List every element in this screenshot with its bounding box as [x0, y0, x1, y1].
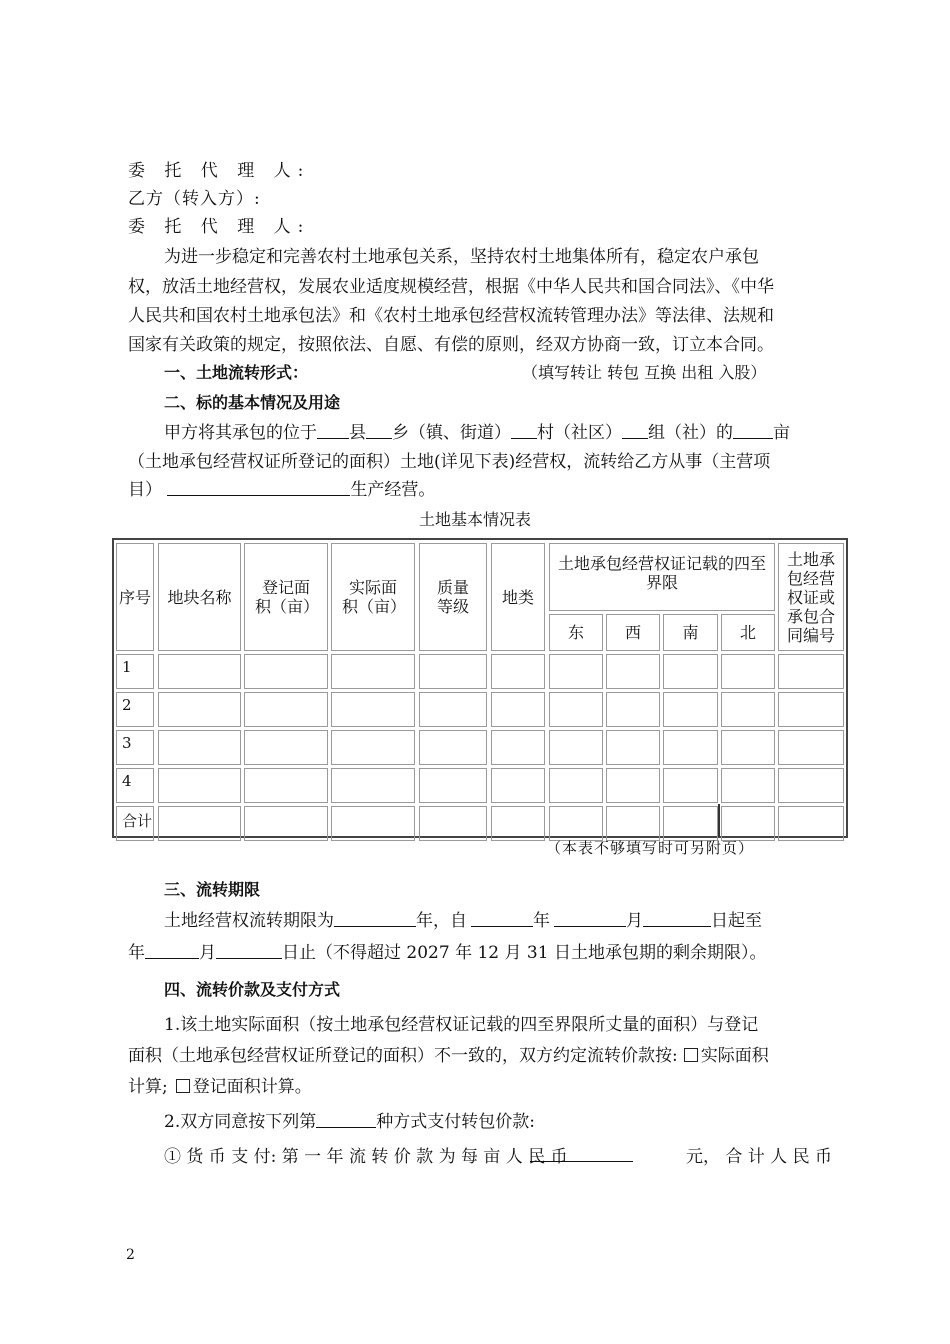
table-cell[interactable] [663, 768, 718, 803]
table-cell[interactable] [549, 654, 603, 689]
payment-method-blank[interactable] [316, 1111, 376, 1128]
table-cell[interactable] [721, 654, 775, 689]
th-seq: 序号 [116, 543, 154, 651]
end-year-blank[interactable] [145, 942, 199, 959]
text: 县 [349, 423, 366, 443]
start-month-blank[interactable] [554, 910, 626, 927]
th-north: 北 [721, 614, 775, 651]
table-cell[interactable] [419, 768, 487, 803]
price-per-mu-blank[interactable] [530, 1145, 633, 1162]
text: 乡（镇、街道） [392, 423, 511, 443]
table-cell[interactable] [606, 692, 660, 727]
th-east: 东 [549, 614, 603, 651]
party-b-label: 乙方（转入方）: [128, 189, 261, 209]
section4-item1-line-2 [128, 1044, 769, 1068]
th-name: 地块名称 [158, 543, 241, 651]
table-cell[interactable] [244, 654, 328, 689]
text: 亩 [773, 423, 790, 443]
table-cell[interactable] [158, 730, 241, 765]
th-boundary: 土地承包经营权证记载的四至界限 [549, 543, 775, 611]
agent-label-2: 委 托 代 理 人: [128, 217, 311, 237]
th-reg-area: 登记面积（亩） [244, 543, 328, 651]
th-quality: 质量等级 [419, 543, 487, 651]
area-blank[interactable] [733, 422, 773, 439]
village-blank[interactable] [511, 422, 537, 439]
actual-area-checkbox[interactable] [684, 1048, 698, 1062]
end-month-blank[interactable] [216, 942, 282, 959]
table-cell[interactable] [491, 654, 545, 689]
table-cell[interactable] [491, 730, 545, 765]
table-cell[interactable] [549, 768, 603, 803]
text: 组（社）的 [648, 423, 733, 443]
table-cell[interactable] [419, 806, 487, 841]
text: 登记面积计算。 [192, 1077, 312, 1097]
table-note: （本表不够填写时可另附页） [546, 839, 755, 857]
text: 目） [128, 480, 162, 500]
section1-title: 一、土地流转形式： [164, 363, 309, 382]
text: 年，自 [416, 911, 467, 931]
text: 生产经营。 [350, 480, 436, 500]
table-cell[interactable] [606, 654, 660, 689]
agent-label-1: 委 托 代 理 人: [128, 161, 311, 181]
row-label: 合计 [116, 806, 154, 841]
table-cell[interactable] [663, 692, 718, 727]
text: 2.双方同意按下列第 [164, 1112, 317, 1132]
table-cell[interactable] [721, 768, 775, 803]
table-cell[interactable] [549, 806, 603, 841]
row-label: 4 [116, 768, 154, 803]
table-cell[interactable] [331, 730, 415, 765]
table-cell[interactable] [419, 654, 487, 689]
land-info-table [112, 538, 848, 838]
text: 种方式支付转包价款: [376, 1112, 535, 1132]
table-cell[interactable] [606, 730, 660, 765]
table-cell[interactable] [331, 768, 415, 803]
table-cell[interactable] [721, 692, 775, 727]
section3-line-2 [128, 941, 766, 965]
table-cell[interactable] [158, 768, 241, 803]
text: 元， 合 计 人 民 币 [685, 1147, 832, 1167]
section2-title: 二、标的基本情况及用途 [164, 393, 341, 412]
text: 月 [626, 911, 643, 931]
table-cell[interactable] [491, 692, 545, 727]
th-land-type: 地类 [491, 543, 545, 651]
text: 面积（土地承包经营权证所登记的面积）不一致的，双方约定流转价款按: [128, 1046, 678, 1066]
row-label: 3 [116, 730, 154, 765]
intro-line-1: 为进一步稳定和完善农村土地承包关系，坚持农村土地集体所有，稳定农户承包 [164, 247, 759, 267]
text: 计算; [128, 1077, 168, 1097]
text: ① 货 币 支 付: 第 一 年 流 转 价 款 为 每 亩 人 民 币 [164, 1147, 568, 1167]
table-cell[interactable] [419, 730, 487, 765]
text: 甲方将其承包的位于 [164, 423, 317, 443]
table-cell[interactable] [778, 730, 844, 765]
table-cell[interactable] [244, 806, 328, 841]
table-cell[interactable] [158, 654, 241, 689]
table-cell[interactable] [778, 692, 844, 727]
table-cell[interactable] [244, 730, 328, 765]
registered-area-checkbox[interactable] [176, 1079, 190, 1093]
table-cell[interactable] [244, 768, 328, 803]
table-cell[interactable] [778, 806, 844, 841]
divider [718, 804, 720, 837]
section4-title: 四、流转价款及支付方式 [164, 980, 341, 999]
section1-hint: （填写转让 转包 互换 出租 入股） [522, 363, 767, 382]
section4-item1-line-1: 1.该土地实际面积（按土地承包经营权证记载的四至界限所丈量的面积）与登记 [164, 1015, 759, 1035]
text: 年 [128, 943, 145, 963]
th-west: 西 [606, 614, 660, 651]
th-cert: 土地承包经营权证或承包合同编号 [778, 543, 844, 651]
table-cell[interactable] [606, 806, 660, 841]
th-south: 南 [663, 614, 718, 651]
section4-item2 [164, 1110, 535, 1134]
text: 实际面积 [700, 1046, 769, 1066]
section3-title: 三、流转期限 [164, 880, 261, 899]
table-cell[interactable] [663, 806, 718, 841]
row-label: 1 [116, 654, 154, 689]
section3-line-1 [164, 909, 762, 933]
page-number: 2 [126, 1247, 135, 1263]
table-cell[interactable] [491, 806, 545, 841]
term-years-blank[interactable] [334, 910, 416, 927]
table-cell[interactable] [158, 806, 241, 841]
text: 月 [199, 943, 216, 963]
table-caption: 土地基本情况表 [418, 510, 531, 529]
text: 村（社区） [537, 423, 622, 443]
table-cell[interactable] [331, 692, 415, 727]
table-cell[interactable] [663, 730, 718, 765]
section4-item3 [164, 1145, 832, 1169]
text: 土地经营权流转期限为 [164, 911, 334, 931]
county-blank[interactable] [317, 422, 349, 439]
table-cell[interactable] [778, 654, 844, 689]
start-day-blank[interactable] [643, 910, 711, 927]
table-cell[interactable] [331, 654, 415, 689]
table-cell[interactable] [491, 768, 545, 803]
township-blank[interactable] [366, 422, 392, 439]
table-cell[interactable] [331, 806, 415, 841]
section2-para-2: （土地承包经营权证所登记的面积）土地(详见下表)经营权，流转给乙方从事（主营项 [128, 452, 771, 472]
intro-line-3: 人民共和国农村土地承包法》和《农村土地承包经营权流转管理办法》等法律、法规和 [128, 306, 774, 326]
section2-para-1 [164, 421, 790, 445]
th-act-area: 实际面积（亩） [331, 543, 415, 651]
table-cell[interactable] [158, 692, 241, 727]
table-cell[interactable] [419, 692, 487, 727]
table-cell[interactable] [778, 768, 844, 803]
table-cell[interactable] [549, 730, 603, 765]
table-cell[interactable] [663, 654, 718, 689]
section2-para-3 [128, 478, 435, 502]
business-blank[interactable] [167, 479, 350, 496]
text: 日起至 [711, 911, 762, 931]
intro-line-2: 权，放活土地经营权，发展农业适度规模经营，根据《中华人民共和国合同法》、《中华 [128, 277, 774, 297]
row-label: 2 [116, 692, 154, 727]
text: 年 [533, 911, 550, 931]
table-cell[interactable] [244, 692, 328, 727]
intro-line-4: 国家有关政策的规定，按照依法、自愿、有偿的原则，经双方协商一致，订立本合同。 [128, 335, 774, 355]
table-cell[interactable] [549, 692, 603, 727]
table-cell[interactable] [721, 806, 775, 841]
table-cell[interactable] [606, 768, 660, 803]
start-year-blank[interactable] [471, 910, 533, 927]
section4-item1-line-3 [128, 1075, 312, 1099]
text: 日止（不得超过 2027 年 12 月 31 日土地承包期的剩余期限）。 [282, 943, 767, 963]
table-cell[interactable] [721, 730, 775, 765]
group-blank[interactable] [622, 422, 648, 439]
